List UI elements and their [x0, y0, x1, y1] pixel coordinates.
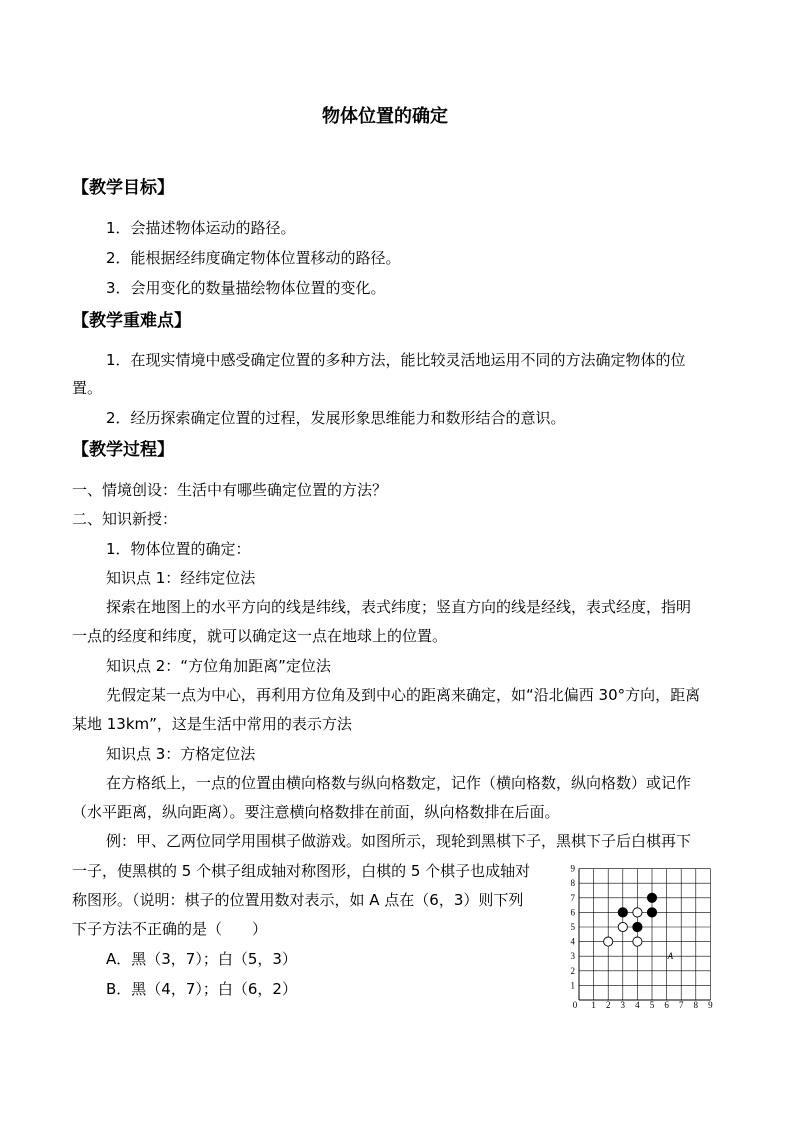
example-line: 例：甲、乙两位同学用围棋子做游戏。如图所示，现轮到黑棋下子，黑棋下子后白棋再下 — [106, 832, 692, 850]
board-labels — [571, 864, 714, 1008]
x-tick-label: 4 — [635, 1000, 640, 1008]
y-tick-label: 7 — [570, 892, 575, 903]
key-point-item: 1．在现实情境中感受确定位置的多种方法，能比较灵活地运用不同的方法确定物体的位 — [106, 351, 686, 369]
goal-item: 1．会描述物体运动的路径。 — [106, 219, 296, 237]
knowledge-title: 知识点 3：方格定位法 — [106, 745, 256, 763]
paragraph-line: 某地 13km”，这是生活中常用的表示方法 — [72, 715, 352, 733]
paragraph-line: 先假定某一点为中心，再利用方位角及到中心的距离来确定，如“沿北偏西 30°方向，距离 — [106, 686, 701, 704]
page-title: 物体位置的确定 — [322, 106, 448, 127]
goal-item: 3．会用变化的数量描绘物体位置的变化。 — [106, 279, 386, 297]
example-line: 称图形。（说明：棋子的位置用数对表示，如 A 点在（6，3）则下列 — [72, 891, 524, 909]
white-stone — [604, 937, 613, 946]
y-tick-label: 3 — [570, 951, 575, 962]
key-points-heading: 【教学重难点】 — [72, 311, 191, 331]
process-step: 一、情境创设：生活中有哪些确定位置的方法？ — [72, 481, 388, 499]
option-a: A．黑（3，7）；白（5，3） — [106, 950, 297, 968]
x-tick-label: 5 — [649, 1000, 655, 1008]
x-tick-label: 7 — [678, 1000, 684, 1008]
x-tick-label: 2 — [605, 1000, 611, 1008]
process-sub: 1．物体位置的确定： — [106, 540, 251, 558]
white-stone — [618, 922, 627, 931]
x-tick-label: 1 — [591, 1000, 596, 1008]
paragraph-line: 在方格纸上，一点的位置由横向格数与纵向格数定，记作（横向格数，纵向格数）或记作 — [106, 774, 692, 792]
x-tick-label: 3 — [620, 1000, 626, 1008]
white-stone — [633, 908, 642, 917]
paragraph-line: 一点的经度和纬度，就可以确定这一点在地球上的位置。 — [72, 627, 448, 645]
y-tick-label: 8 — [570, 878, 575, 889]
black-stone — [647, 893, 656, 902]
board-stones — [604, 893, 657, 946]
black-stone — [633, 922, 642, 931]
board-grid — [579, 869, 710, 1000]
knowledge-title: 知识点 1：经纬定位法 — [106, 569, 256, 587]
x-tick-label: 9 — [708, 1000, 713, 1008]
process-heading: 【教学过程】 — [72, 440, 174, 460]
y-tick-label: 6 — [570, 907, 575, 918]
x-tick-label: 6 — [664, 1000, 669, 1008]
option-b: B．黑（4，7）；白（6，2） — [106, 980, 297, 998]
y-tick-label: 4 — [570, 936, 575, 947]
knowledge-title: 知识点 2：“方位角加距离”定位法 — [106, 657, 331, 675]
point-a-label: A — [667, 951, 674, 962]
key-point-item: 置。 — [72, 379, 103, 397]
y-tick-label: 5 — [570, 922, 575, 932]
white-stone — [633, 937, 642, 946]
goals-heading: 【教学目标】 — [72, 178, 174, 198]
paragraph-line: 探索在地图上的水平方向的线是纬线，表式纬度；竖直方向的线是经线，表式经度，指明 — [106, 598, 692, 616]
key-point-item: 2．经历探索确定位置的过程，发展形象思维能力和数形结合的意识。 — [106, 409, 566, 427]
x-tick-label: 0 — [572, 1000, 578, 1008]
x-tick-label: 8 — [693, 1000, 699, 1008]
black-stone — [647, 908, 656, 917]
example-line: 下子方法不正确的是（ ） — [72, 920, 268, 938]
paragraph-line: （水平距离，纵向距离）。要注意横向格数排在前面，纵向格数排在后面。 — [72, 803, 560, 821]
y-tick-label: 2 — [570, 965, 575, 976]
go-board-figure — [565, 856, 723, 1008]
process-step: 二、知识新授： — [72, 510, 178, 528]
example-line: 一子，使黑棋的 5 个棋子组成轴对称图形，白棋的 5 个棋子也成轴对 — [72, 862, 531, 880]
y-tick-label: 1 — [570, 980, 575, 991]
black-stone — [618, 908, 627, 917]
goal-item: 2．能根据经纬度确定物体位置移动的路径。 — [106, 249, 401, 267]
y-tick-label: 9 — [570, 863, 575, 874]
